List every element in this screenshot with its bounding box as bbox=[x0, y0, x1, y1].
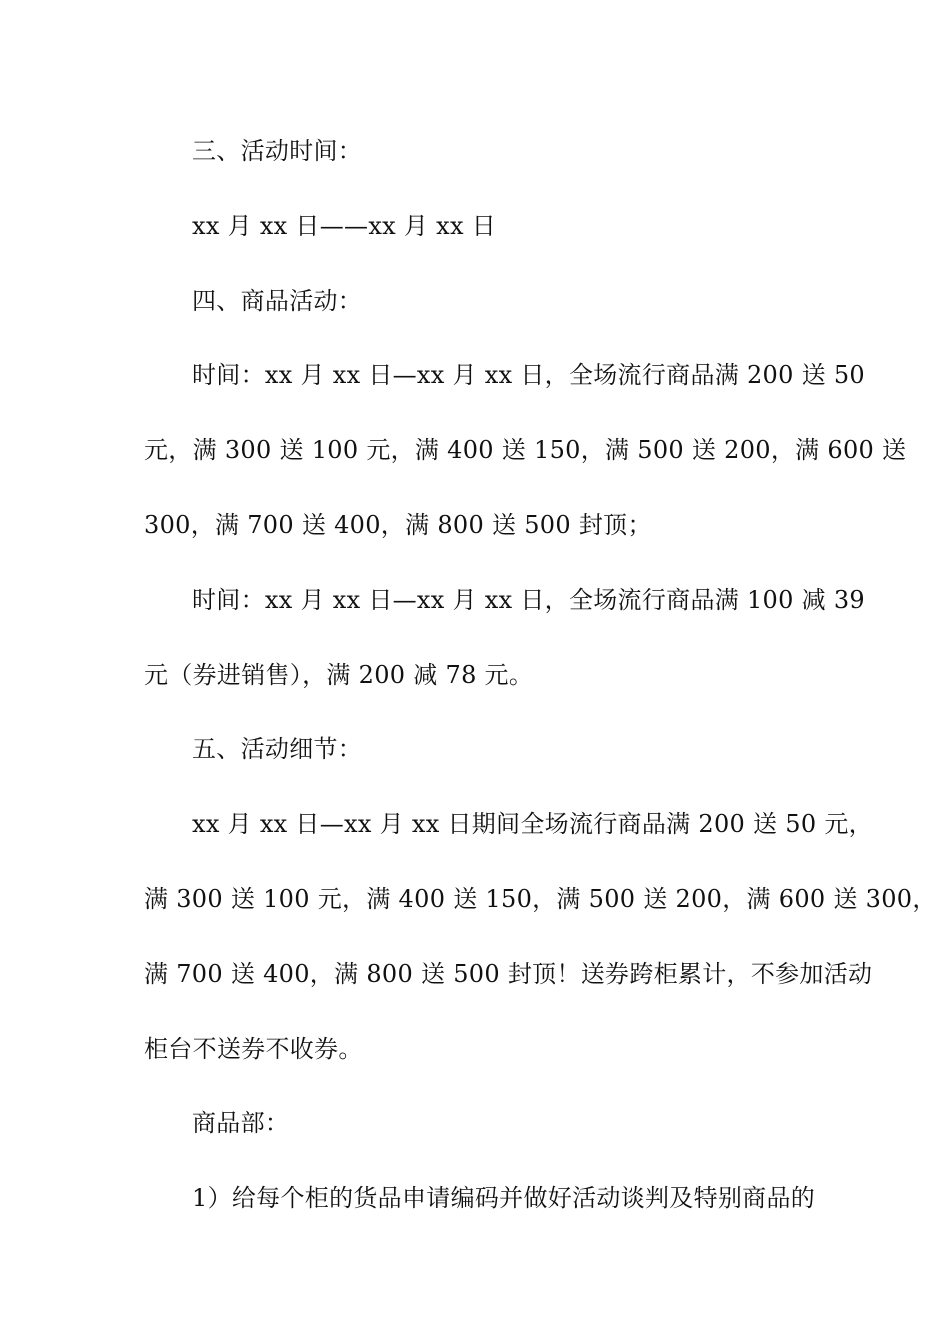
paragraph-line: 满 700 送 400，满 800 送 500 封顶！送券跨柜累计，不参加活动 bbox=[144, 960, 873, 988]
paragraph-line: 元，满 300 送 100 元，满 400 送 150，满 500 送 200，满 600 送 bbox=[144, 436, 907, 464]
list-item: 1）给每个柜的货品申请编码并做好活动谈判及特别商品的 bbox=[192, 1184, 816, 1212]
subheading-product-department: 商品部： bbox=[192, 1109, 290, 1137]
paragraph-line: 满 300 送 100 元，满 400 送 150，满 500 送 200，满 600 送 300， bbox=[144, 885, 937, 913]
paragraph-line: 300，满 700 送 400，满 800 送 500 封顶； bbox=[144, 511, 652, 539]
paragraph-line: 时间：xx 月 xx 日—xx 月 xx 日，全场流行商品满 100 减 39 bbox=[192, 586, 865, 614]
paragraph-line: 时间：xx 月 xx 日—xx 月 xx 日，全场流行商品满 200 送 50 bbox=[192, 361, 865, 389]
section-heading-activity-details: 五、活动细节： bbox=[192, 735, 363, 763]
activity-date-range: xx 月 xx 日——xx 月 xx 日 bbox=[192, 212, 497, 240]
section-heading-activity-time: 三、活动时间： bbox=[192, 137, 363, 165]
paragraph-line: 柜台不送券不收券。 bbox=[144, 1035, 363, 1063]
section-heading-product-activity: 四、商品活动： bbox=[192, 287, 363, 315]
paragraph-line: xx 月 xx 日—xx 月 xx 日期间全场流行商品满 200 送 50 元， bbox=[192, 810, 873, 838]
paragraph-line: 元（券进销售），满 200 减 78 元。 bbox=[144, 661, 534, 689]
